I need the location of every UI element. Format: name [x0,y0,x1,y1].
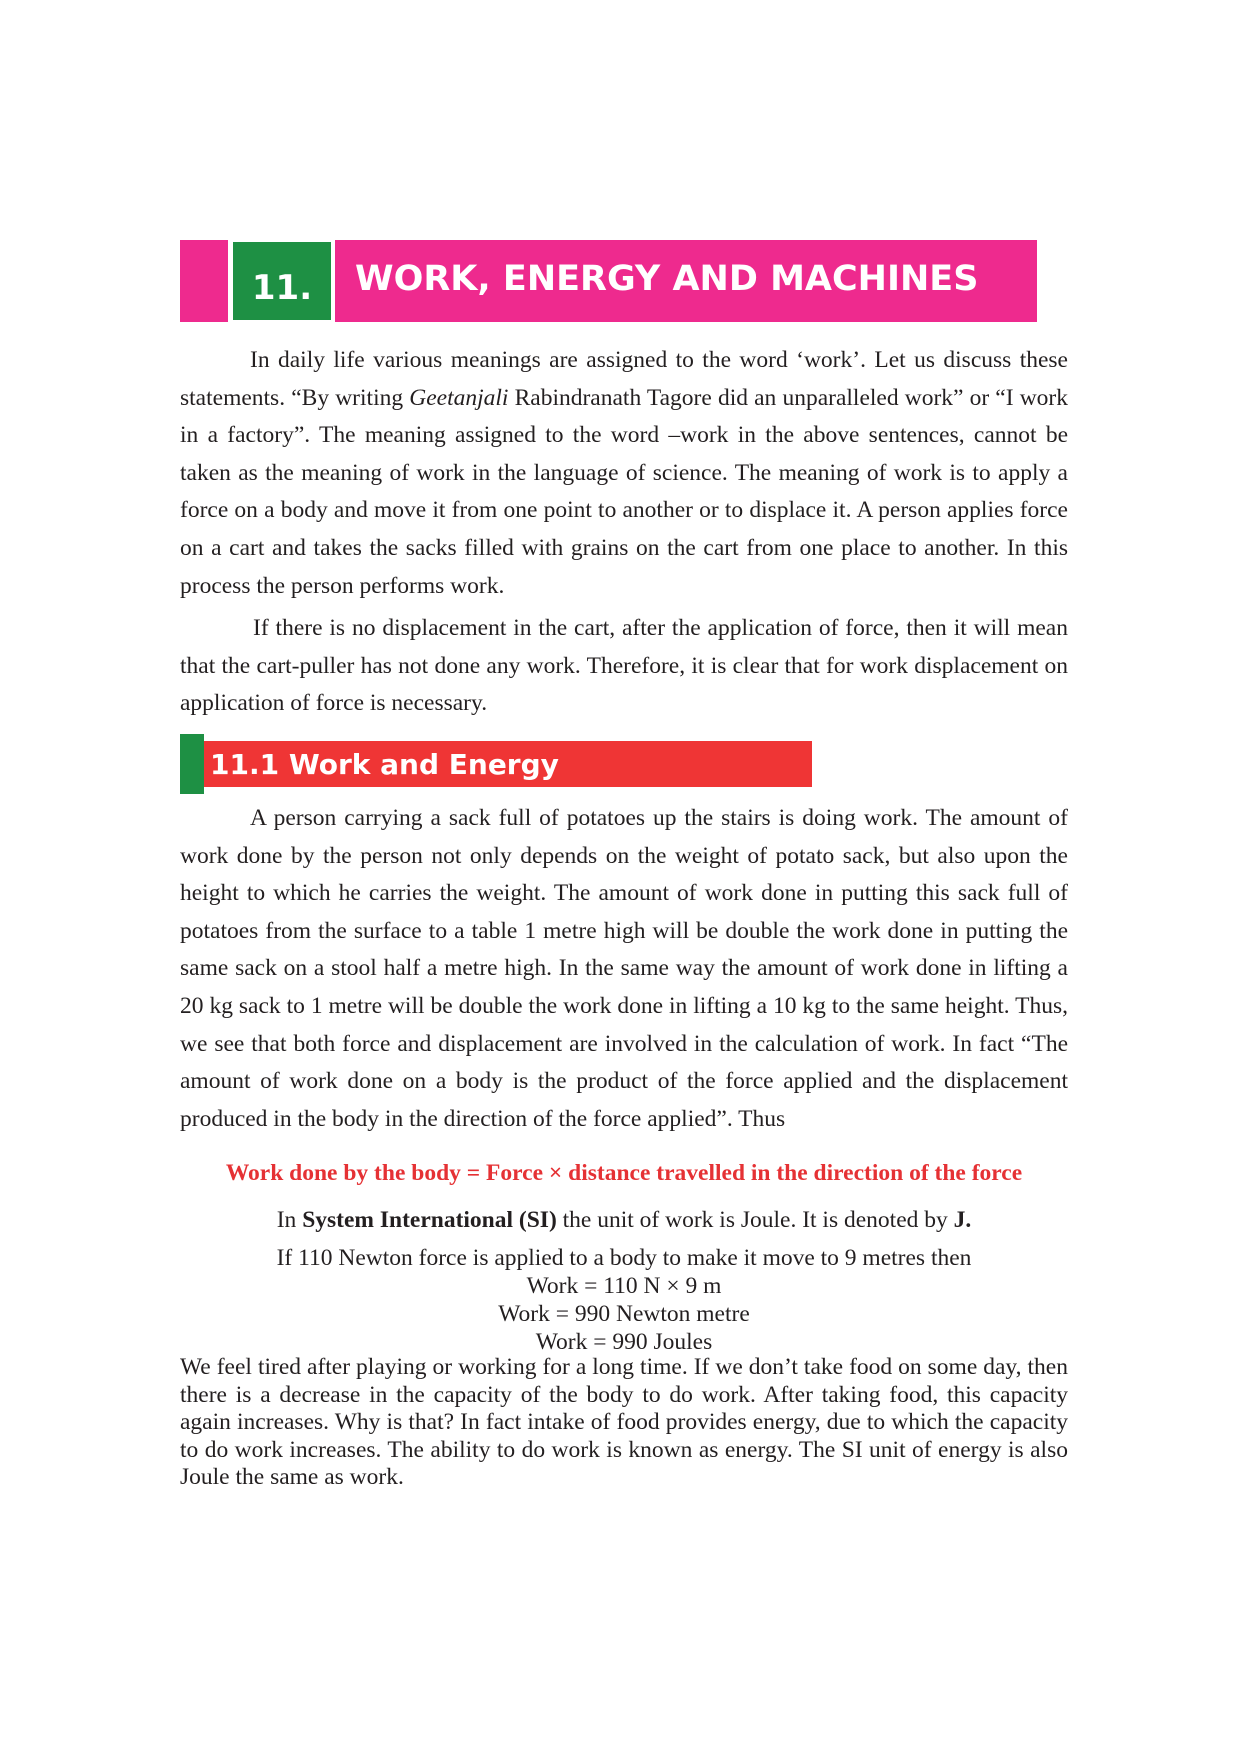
chapter-number: 11. [233,242,331,320]
section-header-accent [180,734,204,794]
work-formula: Work done by the body = Force × distance travelled in the direction of the force [225,1160,1023,1186]
section-paragraph-2 [180,1354,1068,1492]
si-unit-statement [180,1206,1068,1234]
example-line-2: Work = 990 Newton metre [498,1301,750,1327]
section-title: 11.1 Work and Energy [204,741,812,787]
intro-text: In daily life various meanings are assigned to the word ‘work’. Let us discuss these statements. “By writing [180,347,1068,411]
book-title: Geetanjali [409,384,509,411]
si-unit-symbol: J. [953,1207,972,1233]
section-paragraph-1 [180,800,1068,1138]
section-text: A person carrying a sack full of potatoes up the stairs is doing work. The amount of work done by the person not only depends on the weight of potato sack, but also upon the height to which he carries the weight. The amount of work done in putting this sack full of potatoes from the surface to a table 1 metre high will be double the work done in putting the same sack on a stool half a metre high. In the same way the amount of work done in lifting a 20 kg sack to 1 metre will be double the work done in lifting a 10 kg to the same height. Thus, we see that both force and displacement are involved in the calculation of work. In fact “The amount of work done on a body is the product of the force applied and the displacement produced in the body in the direction of the force applied”. Thus [180,805,1068,1132]
si-text-a: In [276,1207,303,1233]
intro-paragraph-1 [180,342,1068,605]
energy-text: We feel tired after playing or working for a long time. If we don’t take food on some day, then there is a decrease in the capacity of the body to do work. After taking food, this capacity again increases. Why is that? In fact intake of food provides energy, due to which the capacity to do work increases. The ability to do work is known as energy. The SI unit of energy is also Joule the same as work. [180,1354,1068,1491]
si-term: System International (SI) [302,1207,557,1233]
intro-paragraph-2 [180,610,1068,723]
chapter-header [180,240,1037,322]
si-text-b: the unit of work is Joule. It is denoted by [556,1207,954,1233]
example-line-3: Work = 990 Joules [535,1329,713,1355]
example-intro: If 110 Newton force is applied to a body to make it move to 9 metres then [276,1245,972,1271]
example-line-1: Work = 110 N × 9 m [526,1273,722,1299]
intro-text-2: If there is no displacement in the cart, after the application of force, then it will mean that the cart-puller has not done any work. Therefore, it is clear that for work displacement on application of force is necessary. [180,615,1068,717]
intro-text-continued: Rabindranath Tagore did an unparalleled work” or “I work in a factory”. The meaning assigned to the word –work in the above sentences, cannot be taken as the meaning of work in the language of science. The meaning of work is to apply a force on a body and move it from one point to another or to displace it. A person applies force on a cart and takes the sacks filled with grains on the cart from one place to another. In this process the person performs work. [180,384,1069,599]
chapter-header-accent [180,240,228,322]
section-header [180,734,812,794]
chapter-title: WORK, ENERGY AND MACHINES [335,240,1037,322]
